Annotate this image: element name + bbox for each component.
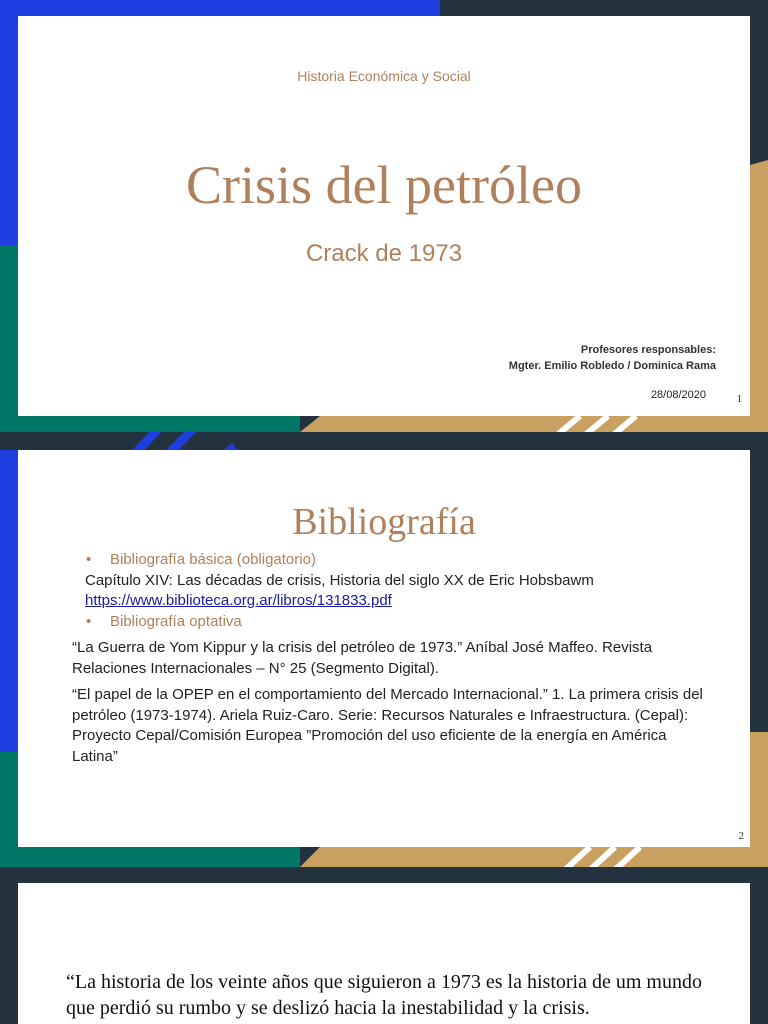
- page-number: 2: [738, 830, 744, 842]
- slide-3-card: [18, 883, 750, 1024]
- course-subject: Historia Económica y Social: [297, 68, 471, 84]
- slide-1: [0, 0, 768, 432]
- slide-3: [0, 867, 768, 1024]
- bibliography-title: Bibliografía: [292, 501, 476, 543]
- optional-heading: Bibliografía optativa: [110, 612, 242, 630]
- basic-link[interactable]: https://www.biblioteca.org.ar/libros/131833.pdf: [85, 592, 392, 609]
- basic-link-row: [72, 591, 712, 612]
- professors-block: [509, 342, 716, 374]
- bullet-optional: [72, 612, 712, 633]
- optional-item-1: “La Guerra de Yom Kippur y la crisis del petróleo de 1973.” Aníbal José Maffeo. Revista Relaciones Internacionales – N° 25 (Segmento Digital).: [72, 639, 653, 677]
- basic-item: Capítulo XIV: Las décadas de crisis, Historia del siglo XX de Eric Hobsbawm: [85, 571, 594, 589]
- page-number: 1: [736, 393, 742, 405]
- slide-1-card: [18, 16, 750, 416]
- bullet-basic: [72, 550, 712, 571]
- bibliography-content: [72, 550, 712, 767]
- optional-item-2: “El papel de la OPEP en el comportamiento del Mercado Internacional.” 1. La primera crisis del petróleo (1973-1974). Ariela Ruiz-Caro. Serie: Recursos Naturales e Infraestructura. (Cepal): Proyecto Cepal/Comisión Europea ”Promoción del uso eficiente de la energía en América Latina”: [72, 686, 703, 765]
- slide-date: 28/08/2020: [650, 389, 706, 401]
- slide-2: [0, 432, 768, 867]
- basic-heading: Bibliografía básica (obligatorio): [110, 551, 316, 568]
- professors-names: Mgter. Emilio Robledo / Dominica Rama: [508, 360, 716, 372]
- bullet-marker: •: [86, 612, 92, 630]
- slide-subtitle: Crack de 1973: [305, 240, 463, 267]
- slide-2-card: [18, 450, 750, 847]
- slide-title: Crisis del petróleo: [186, 155, 582, 215]
- professors-label: Profesores responsables:: [580, 344, 716, 356]
- bullet-marker: •: [86, 551, 92, 568]
- hobsbawm-quote: “La historia de los veinte años que siguieron a 1973 es la historia de um mundo que perdió su rumbo y se deslizó hacia la inestabilidad y la crisis.: [66, 971, 702, 1019]
